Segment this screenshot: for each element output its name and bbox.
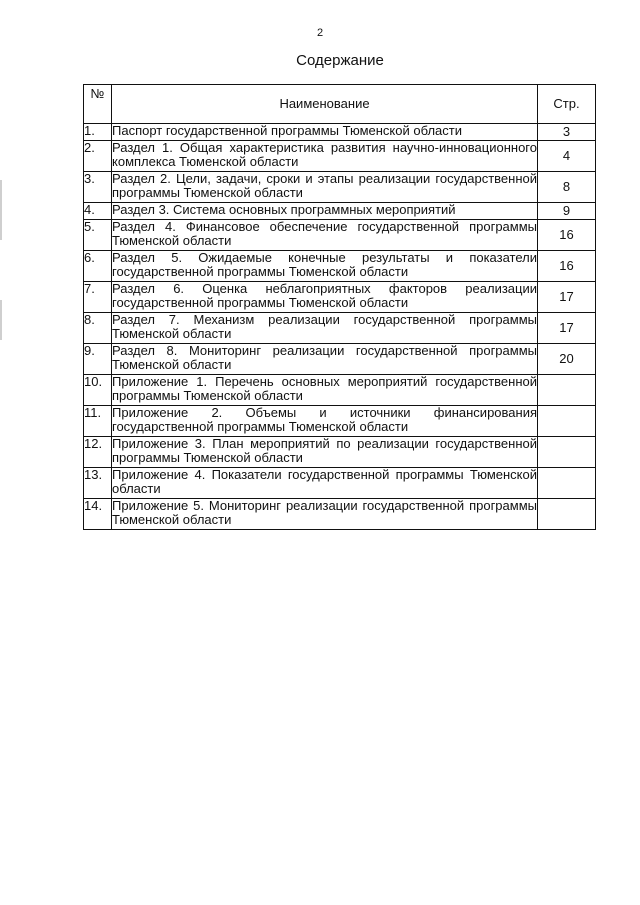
row-number: 9. (84, 344, 112, 375)
row-name: Приложение 3. План мероприятий по реализации государственной программы Тюменской области (112, 437, 538, 468)
table-row (84, 251, 596, 282)
row-number: 3. (84, 172, 112, 203)
row-number: 12. (84, 437, 112, 468)
row-page: 20 (538, 344, 596, 375)
row-name: Приложение 4. Показатели государственной программы Тюменской области (112, 468, 538, 499)
table-row (84, 203, 596, 220)
row-number: 6. (84, 251, 112, 282)
row-name: Приложение 2. Объемы и источники финансирования государственной программы Тюменской области (112, 406, 538, 437)
table-header-row (84, 85, 596, 124)
table-row (84, 141, 596, 172)
row-number: 10. (84, 375, 112, 406)
table-row (84, 468, 596, 499)
table-row (84, 172, 596, 203)
table-row (84, 406, 596, 437)
header-page: Стр. (538, 85, 596, 124)
row-number: 1. (84, 124, 112, 141)
table-row (84, 124, 596, 141)
contents-table (83, 84, 596, 530)
row-name: Приложение 1. Перечень основных мероприятий государственной программы Тюменской области (112, 375, 538, 406)
row-page: 9 (538, 203, 596, 220)
row-number: 2. (84, 141, 112, 172)
header-name: Наименование (112, 85, 538, 124)
row-number: 4. (84, 203, 112, 220)
table-row (84, 282, 596, 313)
row-page (538, 437, 596, 468)
row-page (538, 499, 596, 530)
table-row (84, 344, 596, 375)
document-title: Содержание (296, 52, 384, 69)
row-page: 16 (538, 251, 596, 282)
row-name: Раздел 3. Система основных программных мероприятий (112, 203, 538, 220)
row-name: Раздел 8. Мониторинг реализации государственной программы Тюменской области (112, 344, 538, 375)
header-number: № (84, 85, 112, 124)
table-row (84, 220, 596, 251)
row-number: 8. (84, 313, 112, 344)
row-page: 17 (538, 313, 596, 344)
row-page: 4 (538, 141, 596, 172)
row-page: 3 (538, 124, 596, 141)
row-page: 16 (538, 220, 596, 251)
row-number: 5. (84, 220, 112, 251)
row-number: 7. (84, 282, 112, 313)
row-page (538, 468, 596, 499)
row-page (538, 406, 596, 437)
row-name: Раздел 5. Ожидаемые конечные результаты и показатели государственной программы Тюменской области (112, 251, 538, 282)
row-page: 8 (538, 172, 596, 203)
row-name: Раздел 6. Оценка неблагоприятных факторов реализации государственной программы Тюменской области (112, 282, 538, 313)
scan-edge-mark (0, 300, 2, 340)
table-row (84, 375, 596, 406)
row-name: Приложение 5. Мониторинг реализации государственной программы Тюменской области (112, 499, 538, 530)
table-row (84, 313, 596, 344)
row-page (538, 375, 596, 406)
row-name: Раздел 2. Цели, задачи, сроки и этапы реализации государственной программы Тюменской области (112, 172, 538, 203)
page-number: 2 (316, 27, 324, 39)
row-number: 11. (84, 406, 112, 437)
row-number: 14. (84, 499, 112, 530)
row-name: Раздел 4. Финансовое обеспечение государственной программы Тюменской области (112, 220, 538, 251)
row-name: Раздел 7. Механизм реализации государственной программы Тюменской области (112, 313, 538, 344)
row-name: Раздел 1. Общая характеристика развития научно-инновационного комплекса Тюменской области (112, 141, 538, 172)
scan-edge-mark (0, 180, 2, 240)
table-row (84, 437, 596, 468)
row-number: 13. (84, 468, 112, 499)
table-row (84, 499, 596, 530)
row-page: 17 (538, 282, 596, 313)
row-name: Паспорт государственной программы Тюменской области (112, 124, 538, 141)
